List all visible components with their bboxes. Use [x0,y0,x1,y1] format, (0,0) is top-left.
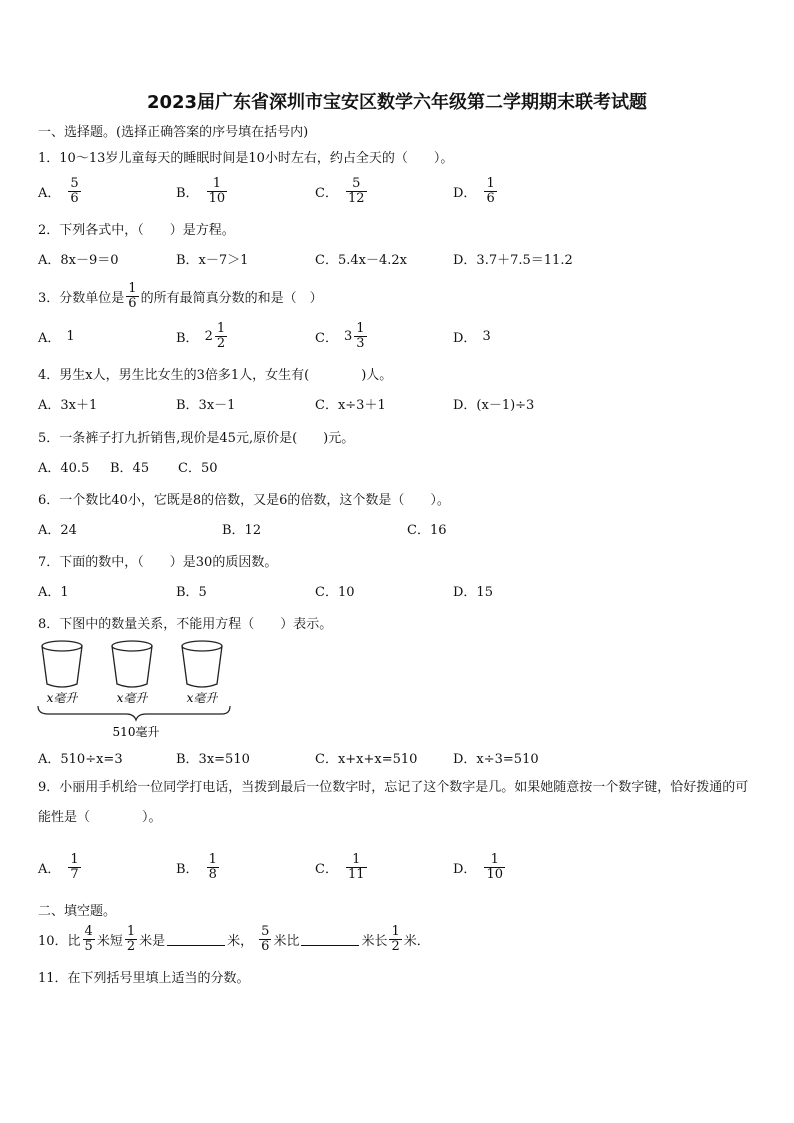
question-5-option-c[interactable]: C．50 [178,460,218,476]
fraction: $\frac{1}{2}$ [126,923,136,954]
cups-figure [34,636,244,746]
fraction: $\frac{1}{8}$ [208,851,217,882]
fraction: $\frac{1}{11}$ [347,851,365,882]
question-8-option-b[interactable]: B．3x=510 [176,751,250,767]
question-3-option-d[interactable] [453,316,491,356]
answer-blank[interactable] [167,932,225,946]
answer-blank[interactable] [301,932,359,946]
question-7-option-a[interactable]: A．1 [38,584,69,600]
question-9-options [38,847,758,887]
section-heading-fill-in: 二、填空题。 [38,904,117,919]
question-1-option-c[interactable] [315,171,369,211]
option-label: C． [315,330,338,346]
fraction: $\frac{4}{5}$ [84,923,93,954]
question-3-option-a[interactable] [38,316,75,356]
question-9-option-d[interactable] [453,847,507,887]
question-2-option-a[interactable]: A．8x－9＝0 [38,252,119,268]
question-8-option-d[interactable]: D．x÷3=510 [453,751,539,767]
question-1-option-b[interactable] [176,171,229,211]
total-label: 510毫升 [112,725,160,739]
question-8-options [38,737,758,777]
question-7-option-c[interactable]: C．10 [315,584,355,600]
cup-2 [112,641,152,687]
fraction: $\frac{5}{12}$ [347,175,365,206]
option-label: C． [315,861,338,877]
question-8-option-a[interactable]: A．510÷x=3 [38,751,123,767]
question-9-stem: 9．小丽用手机给一位同学打电话，当拨到最后一位数字时，忘记了这个数字是几。如果她随意按一个数字键，恰好拨通的可能性是（ ）。 [38,780,749,825]
fraction: $\frac{1}{2}$ [391,923,400,954]
question-9-option-c[interactable] [315,847,369,887]
cup-1 [42,641,82,687]
question-5-option-a[interactable]: A．40.5 [38,460,90,476]
question-4-option-b[interactable]: B．3x－1 [176,397,236,413]
question-3-option-b[interactable] [176,316,229,356]
question-7-options [38,570,758,610]
question-2-option-b[interactable]: B．x－7＞1 [176,252,249,268]
question-4-option-d[interactable]: D．(x－1)÷3 [453,397,535,413]
question-1-option-d[interactable] [453,171,499,211]
cup-2-label: x毫升 [116,691,148,705]
fraction: $\frac{5}{6}$ [70,175,79,206]
fraction: $\frac{1}{7}$ [70,851,79,882]
question-3-options [38,316,758,356]
cup-3-label: x毫升 [186,691,218,705]
page-title: 2023届广东省深圳市宝安区数学六年级第二学期期末联考试题 [146,92,648,113]
question-3-option-c[interactable] [315,316,369,356]
fraction: $\frac{1}{10}$ [208,175,226,206]
option-value: 3 [482,328,491,344]
question-5-option-b[interactable]: B．45 [110,460,150,476]
total-brace [38,706,230,720]
question-2-option-d[interactable]: D．3.7＋7.5＝11.2 [453,252,573,268]
option-label: A． [38,861,61,877]
question-9-option-b[interactable] [176,847,221,887]
question-11-stem: 11．在下列括号里填上适当的分数。 [38,971,250,986]
fraction: $\frac{1}{6}$ [128,281,137,311]
mixed-number: 3 $\frac{1}{3}$ [343,320,365,351]
question-3-stem: 3．分数单位是 $\frac{1}{6}$ 的所有最简真分数的和是（ ） [38,281,323,311]
option-value: 1 [66,328,75,344]
question-5-stem: 5．一条裤子打九折销售,现价是45元,原价是( )元。 [38,431,355,446]
question-6-stem: 6．一个数比40小，它既是8的倍数，又是6的倍数，这个数是（ ）。 [38,493,450,508]
question-7-option-b[interactable]: B．5 [176,584,207,600]
option-label: D． [453,185,477,201]
question-6-option-a[interactable]: A．24 [38,522,77,538]
fraction: $\frac{1}{6}$ [486,175,495,206]
question-6-options [38,508,758,548]
section-heading-choice: 一、选择题。(选择正确答案的序号填在括号内) [38,125,309,140]
question-8-stem: 8．下图中的数量关系，不能用方程（ ）表示。 [38,617,333,632]
question-4-option-a[interactable]: A．3x＋1 [38,397,98,413]
fraction: $\frac{5}{6}$ [261,923,270,954]
cup-1-label: x毫升 [46,691,78,705]
question-10-stem: 10．比 $\frac{4}{5}$ 米短 $\frac{1}{2}$ 米是 米， $\frac{5}{6}$ 米比 米长 $\frac{1}{2}$ 米． [38,923,430,954]
question-2-option-c[interactable]: C．5.4x－4.2x [315,252,407,268]
option-label: B． [176,861,199,877]
fraction: $\frac{1}{10}$ [486,851,503,882]
question-5-options [38,446,758,486]
option-label: C． [315,185,338,201]
question-9-option-a[interactable] [38,847,83,887]
question-4-option-c[interactable]: C．x÷3＋1 [315,397,386,413]
option-label: A． [38,330,61,346]
question-6-option-c[interactable]: C．16 [407,522,447,538]
mixed-number: 2 $\frac{1}{2}$ [204,320,226,351]
question-4-stem: 4．男生x人，男生比女生的3倍多1人，女生有( )人。 [38,368,393,383]
question-8-option-c[interactable]: C．x+x+x=510 [315,751,418,767]
question-2-options [38,238,758,278]
question-1-option-a[interactable] [38,171,83,211]
option-label: D． [453,330,477,346]
option-label: B． [176,330,199,346]
question-7-stem: 7．下面的数中，（ ）是30的质因数。 [38,555,278,570]
question-1-stem: 1．10～13岁儿童每天的睡眠时间是10小时左右，约占全天的（ ）。 [38,151,454,166]
option-label: B． [176,185,199,201]
question-1-options [38,171,758,211]
question-6-option-b[interactable]: B．12 [222,522,262,538]
option-label: A． [38,185,61,201]
question-7-option-d[interactable]: D．15 [453,584,493,600]
question-4-options [38,383,758,423]
question-2-stem: 2．下列各式中，（ ）是方程。 [38,223,235,238]
cup-3 [182,641,222,687]
option-label: D． [453,861,477,877]
